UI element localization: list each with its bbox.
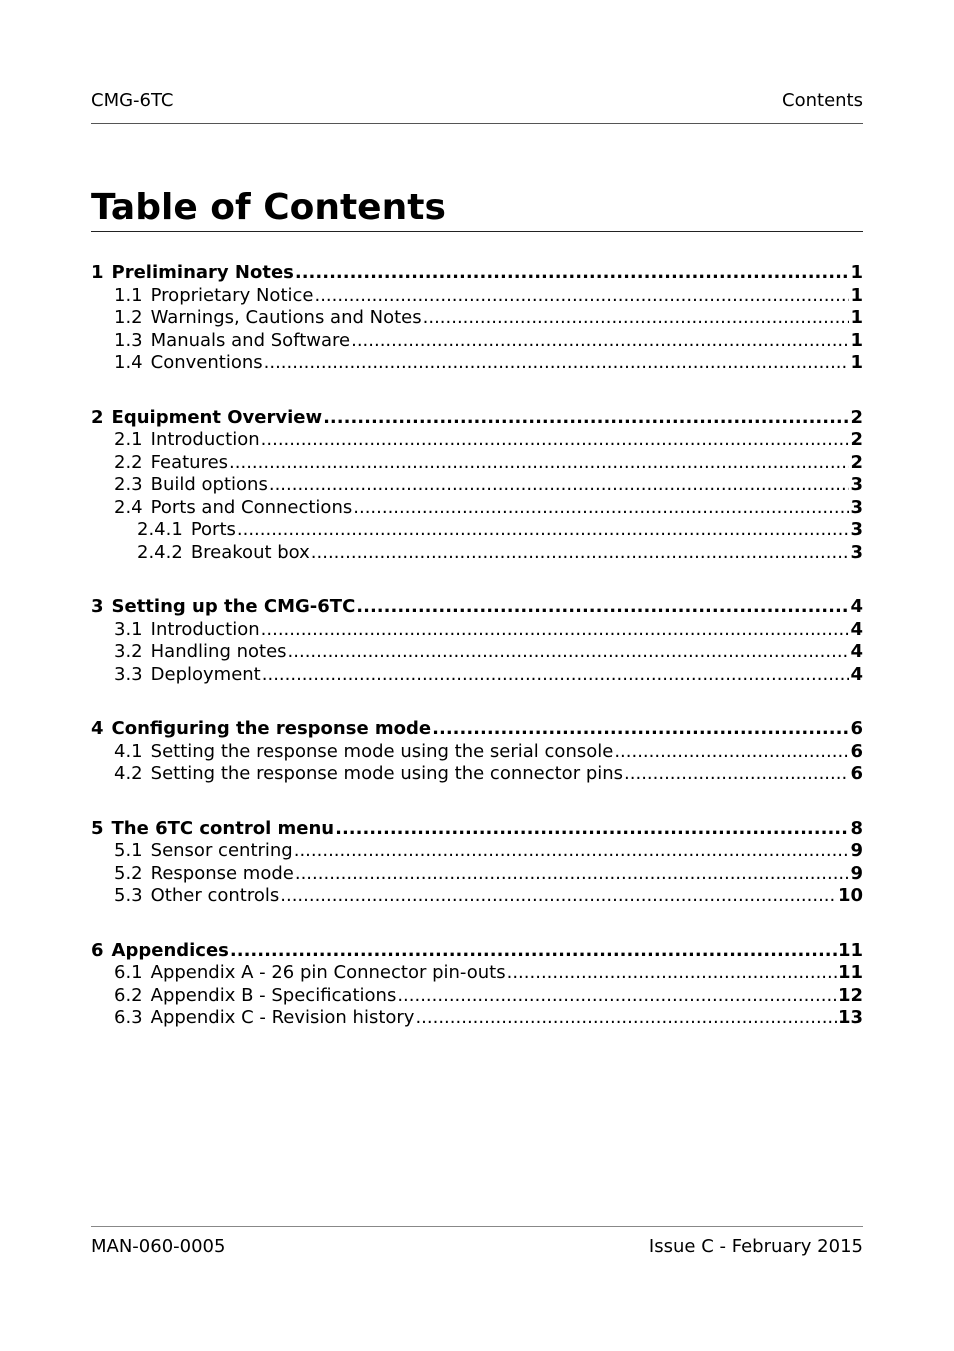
toc-entry-label: Conventions [150,352,263,373]
toc-leader-dots [614,741,849,764]
toc-entry-page: 9 [850,840,863,861]
toc-leader-dots [323,407,849,430]
toc-subsection-entry[interactable] [91,429,863,452]
toc-leader-dots [261,619,850,642]
toc-entry-number: 3.3 [114,663,143,685]
toc-subsection-entry[interactable] [91,619,863,642]
toc-leader-dots [356,596,849,619]
toc-entry-page: 12 [837,984,863,1006]
toc-subsection-entry[interactable] [91,641,863,664]
toc-subsection-entry[interactable] [91,985,863,1008]
toc-entry-label: Introduction [150,429,260,450]
toc-leader-dots [261,429,850,452]
toc-entry-page: 10 [837,885,863,906]
toc-subsection-entry[interactable] [91,962,863,985]
toc-entry-page: 2 [850,406,863,428]
toc-subsection-entry[interactable] [91,285,863,308]
table-of-contents [91,262,863,1062]
toc-subsection-entry[interactable] [91,763,863,786]
toc-leader-dots [507,962,837,985]
toc-entry-page: 11 [837,962,863,983]
toc-leader-dots [432,718,849,741]
toc-entry-label: Build options [150,474,268,495]
toc-entry-page: 3 [850,519,863,540]
toc-entry-number: 4.1 [114,740,143,762]
toc-leader-dots [351,330,849,353]
toc-entry-page: 2 [850,429,863,450]
toc-subsection-entry[interactable] [91,885,863,908]
toc-subsection-entry[interactable] [91,474,863,497]
toc-entry-label: Ports [190,519,236,540]
toc-subsection-entry[interactable] [91,497,863,520]
toc-entry-number: 5.2 [114,862,143,884]
toc-entry-page: 6 [850,740,863,762]
toc-subsection-entry[interactable] [91,741,863,764]
toc-entry-number: 1 [91,262,104,283]
toc-leader-dots [423,307,850,330]
toc-entry-label: Setting the response mode using the serial console [150,740,614,762]
toc-entry-label: Features [150,451,229,473]
toc-subsection-entry[interactable] [91,863,863,886]
toc-entry-page: 1 [850,352,863,373]
toc-entry-page: 9 [850,862,863,884]
toc-leader-dots [415,1007,836,1030]
toc-entry-label: Sensor centring [150,840,293,861]
toc-section [91,940,863,1030]
toc-entry-number: 4 [91,718,104,739]
toc-leader-dots [269,474,850,497]
toc-chapter-entry[interactable] [91,262,863,285]
toc-entry-page: 6 [850,763,863,784]
toc-entry-page: 2 [850,451,863,473]
toc-entry-number: 3.1 [114,618,143,640]
toc-entry-number: 1.4 [114,352,143,373]
page-footer [91,1226,863,1257]
toc-entry-page: 11 [837,939,863,961]
toc-entry-number: 6.1 [114,962,143,983]
toc-entry-number: 6.3 [114,1007,143,1028]
toc-leader-dots [262,664,850,687]
toc-entry-label: Appendices [111,939,229,961]
toc-entry-page: 13 [837,1007,863,1028]
toc-entry-label: Other controls [150,885,280,906]
toc-entry-label: Deployment [150,663,261,685]
toc-entry-number: 4.2 [114,763,143,784]
toc-leader-dots [294,840,850,863]
toc-entry-number: 1.3 [114,329,143,351]
toc-entry-number: 2.2 [114,451,143,473]
toc-entry-label: Setting up the CMG-6TC [111,596,356,617]
toc-section [91,596,863,686]
toc-leader-dots [229,452,849,475]
toc-subsection-entry[interactable] [91,307,863,330]
toc-entry-label: The 6TC control menu [111,817,335,839]
toc-entry-number: 5.1 [114,840,143,861]
toc-entry-label: Setting the response mode using the connector pins [150,763,624,784]
toc-entry-label: Appendix A - 26 pin Connector pin-outs [150,962,506,983]
toc-chapter-entry[interactable] [91,818,863,841]
footer-doc-number: MAN-060-0005 [91,1236,226,1257]
toc-subsection-entry[interactable] [91,519,863,542]
toc-entry-number: 3.2 [114,641,143,662]
toc-entry-number: 3 [91,596,104,617]
toc-chapter-entry[interactable] [91,596,863,619]
toc-leader-dots [311,542,850,565]
toc-entry-label: Handling notes [150,641,287,662]
toc-leader-dots [397,985,837,1008]
toc-subsection-entry[interactable] [91,352,863,375]
toc-entry-number: 2.3 [114,474,143,495]
toc-section [91,262,863,375]
toc-entry-page: 6 [850,718,863,739]
toc-entry-number: 6.2 [114,984,143,1006]
toc-chapter-entry[interactable] [91,407,863,430]
header-section-name: Contents [782,90,863,111]
toc-entry-label: Proprietary Notice [150,284,314,306]
toc-entry-label: Appendix C - Revision history [150,1007,415,1028]
toc-leader-dots [624,763,849,786]
toc-entry-number: 6 [91,939,104,961]
toc-entry-label: Manuals and Software [150,329,351,351]
toc-entry-number: 5.3 [114,885,143,906]
toc-leader-dots [280,885,837,908]
header-doc-name: CMG-6TC [91,90,174,111]
toc-entry-label: Equipment Overview [111,406,323,428]
toc-subsection-entry[interactable] [91,664,863,687]
toc-subsection-entry[interactable] [91,452,863,475]
toc-leader-dots [264,352,850,375]
toc-leader-dots [288,641,850,664]
toc-entry-label: Preliminary Notes [111,262,294,283]
toc-subsection-entry[interactable] [91,330,863,353]
toc-entry-label: Breakout box [190,541,310,563]
toc-entry-label: Ports and Connections [150,496,353,518]
toc-leader-dots [314,285,849,308]
toc-entry-page: 4 [850,596,863,617]
toc-entry-page: 8 [850,817,863,839]
toc-entry-page: 4 [850,641,863,662]
toc-entry-page: 1 [850,329,863,351]
toc-entry-page: 3 [850,541,863,563]
toc-entry-page: 3 [850,474,863,495]
toc-section [91,818,863,908]
toc-leader-dots [353,497,849,520]
toc-leader-dots [335,818,849,841]
toc-entry-page: 1 [850,307,863,328]
toc-entry-number: 2.4.1 [137,519,183,540]
toc-entry-label: Configuring the response mode [111,718,432,739]
toc-entry-page: 1 [850,262,863,283]
toc-leader-dots [295,262,850,285]
toc-entry-number: 5 [91,817,104,839]
toc-leader-dots [230,940,837,963]
toc-entry-number: 1.1 [114,284,143,306]
toc-leader-dots [237,519,850,542]
toc-leader-dots [295,863,850,886]
footer-issue: Issue C - February 2015 [648,1236,863,1257]
toc-entry-label: Response mode [150,862,294,884]
toc-subsection-entry[interactable] [91,840,863,863]
toc-section [91,718,863,786]
toc-section [91,407,863,565]
toc-subsection-entry[interactable] [91,1007,863,1030]
toc-subsection-entry[interactable] [91,542,863,565]
toc-entry-label: Warnings, Cautions and Notes [150,307,422,328]
toc-entry-label: Appendix B - Specifications [150,984,397,1006]
page-title: Table of Contents [91,185,863,232]
toc-entry-page: 3 [850,496,863,518]
toc-chapter-entry[interactable] [91,718,863,741]
toc-entry-number: 2.4.2 [137,541,183,563]
toc-entry-page: 4 [850,663,863,685]
toc-entry-number: 2 [91,406,104,428]
page-header [91,90,863,124]
toc-entry-page: 1 [850,284,863,306]
toc-entry-number: 2.4 [114,496,143,518]
toc-entry-page: 4 [850,618,863,640]
toc-chapter-entry[interactable] [91,940,863,963]
toc-entry-number: 1.2 [114,307,143,328]
toc-entry-number: 2.1 [114,429,143,450]
toc-entry-label: Introduction [150,618,260,640]
